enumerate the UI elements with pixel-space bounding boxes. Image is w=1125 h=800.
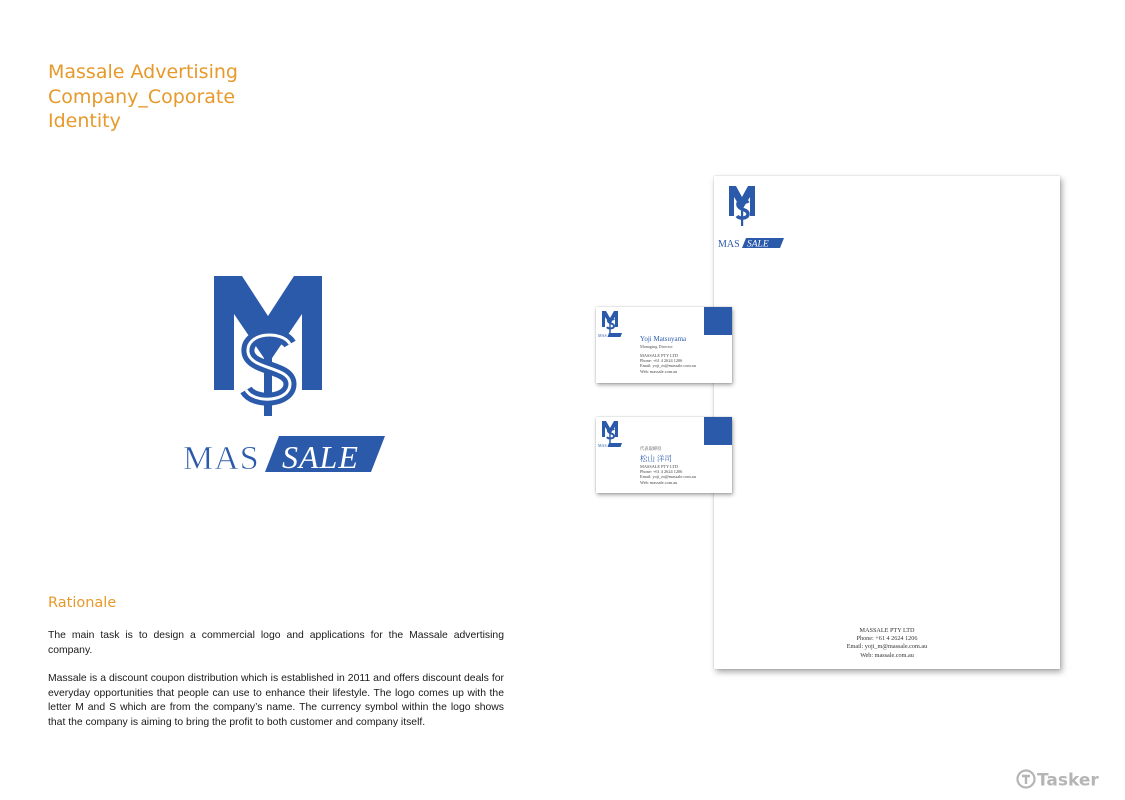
card-name: Yoji Matsuyama — [640, 335, 687, 343]
card-role: Managing Director — [640, 344, 673, 349]
card-web: Web: massale.com.au — [640, 479, 678, 485]
card-blue-square — [704, 307, 732, 335]
letterhead-email: Email: yoji_m@massale.com.au — [846, 643, 928, 651]
rationale-paragraph-1: The main task is to design a commercial logo and applications for the Massale advertising company. — [48, 630, 504, 656]
card-phone: Phone: +61 4 2624 1206 — [640, 469, 683, 475]
tasker-watermark — [1016, 768, 1116, 790]
rationale-paragraph-2: Massale is a discount coupon distribution which is established in 2011 and offers discount deals for everyday opportunities that people can use to enhance their lifestyle. The logo comes up with the letter M and S which are from the company’s name. The currency symbol within the logo shows that the company is aiming to bring the profit to both customer and company itself. — [48, 673, 504, 728]
svg-text:SALE: SALE — [747, 239, 769, 250]
card-email: Email: yoji_m@massale.com.au — [640, 474, 696, 480]
title-line-2: Company_Coporate — [48, 85, 236, 108]
letterhead-company: MASSALE PTY LTD — [859, 627, 915, 634]
card-name-jp: 松山 洋司 — [640, 454, 672, 463]
letterhead-web: Web: massale.com.au — [860, 651, 914, 659]
card-contact — [640, 464, 696, 485]
svg-text:MAS: MAS — [718, 239, 740, 250]
card-company: MASSALE PTY LTD — [640, 464, 679, 469]
card-web: Web: massale.com.au — [640, 368, 678, 374]
business-card-japanese — [596, 417, 732, 493]
title-line-3: Identity — [48, 110, 121, 132]
logo-text-mas: MAS — [183, 440, 260, 477]
tasker-watermark-text: Tasker — [1037, 770, 1099, 790]
letterhead-logo — [714, 184, 786, 250]
card-phone: Phone: +61 4 2624 1206 — [640, 358, 683, 364]
card-role-jp: 代表取締役 — [640, 446, 662, 451]
rationale-heading: Rationale — [48, 595, 117, 611]
svg-text:MAS: MAS — [598, 333, 607, 338]
card-contact — [640, 353, 696, 374]
title-line-1: Massale Advertising — [48, 61, 238, 83]
card-company: MASSALE PTY LTD — [640, 353, 679, 358]
page-title — [48, 60, 368, 134]
card-email: Email: yoji_m@massale.com.au — [640, 363, 696, 369]
letterhead-footer — [714, 627, 1060, 660]
card-logo — [598, 419, 622, 449]
letterhead-phone: Phone: +61 4 2624 1206 — [856, 635, 918, 643]
card-logo — [598, 309, 622, 339]
logo-text-sale: SALE — [282, 439, 359, 475]
card-blue-square — [704, 417, 732, 445]
svg-text:MAS: MAS — [598, 443, 607, 448]
massale-logo-large — [178, 270, 393, 480]
tasker-logo-icon — [1018, 771, 1035, 788]
business-card-english — [596, 307, 732, 383]
